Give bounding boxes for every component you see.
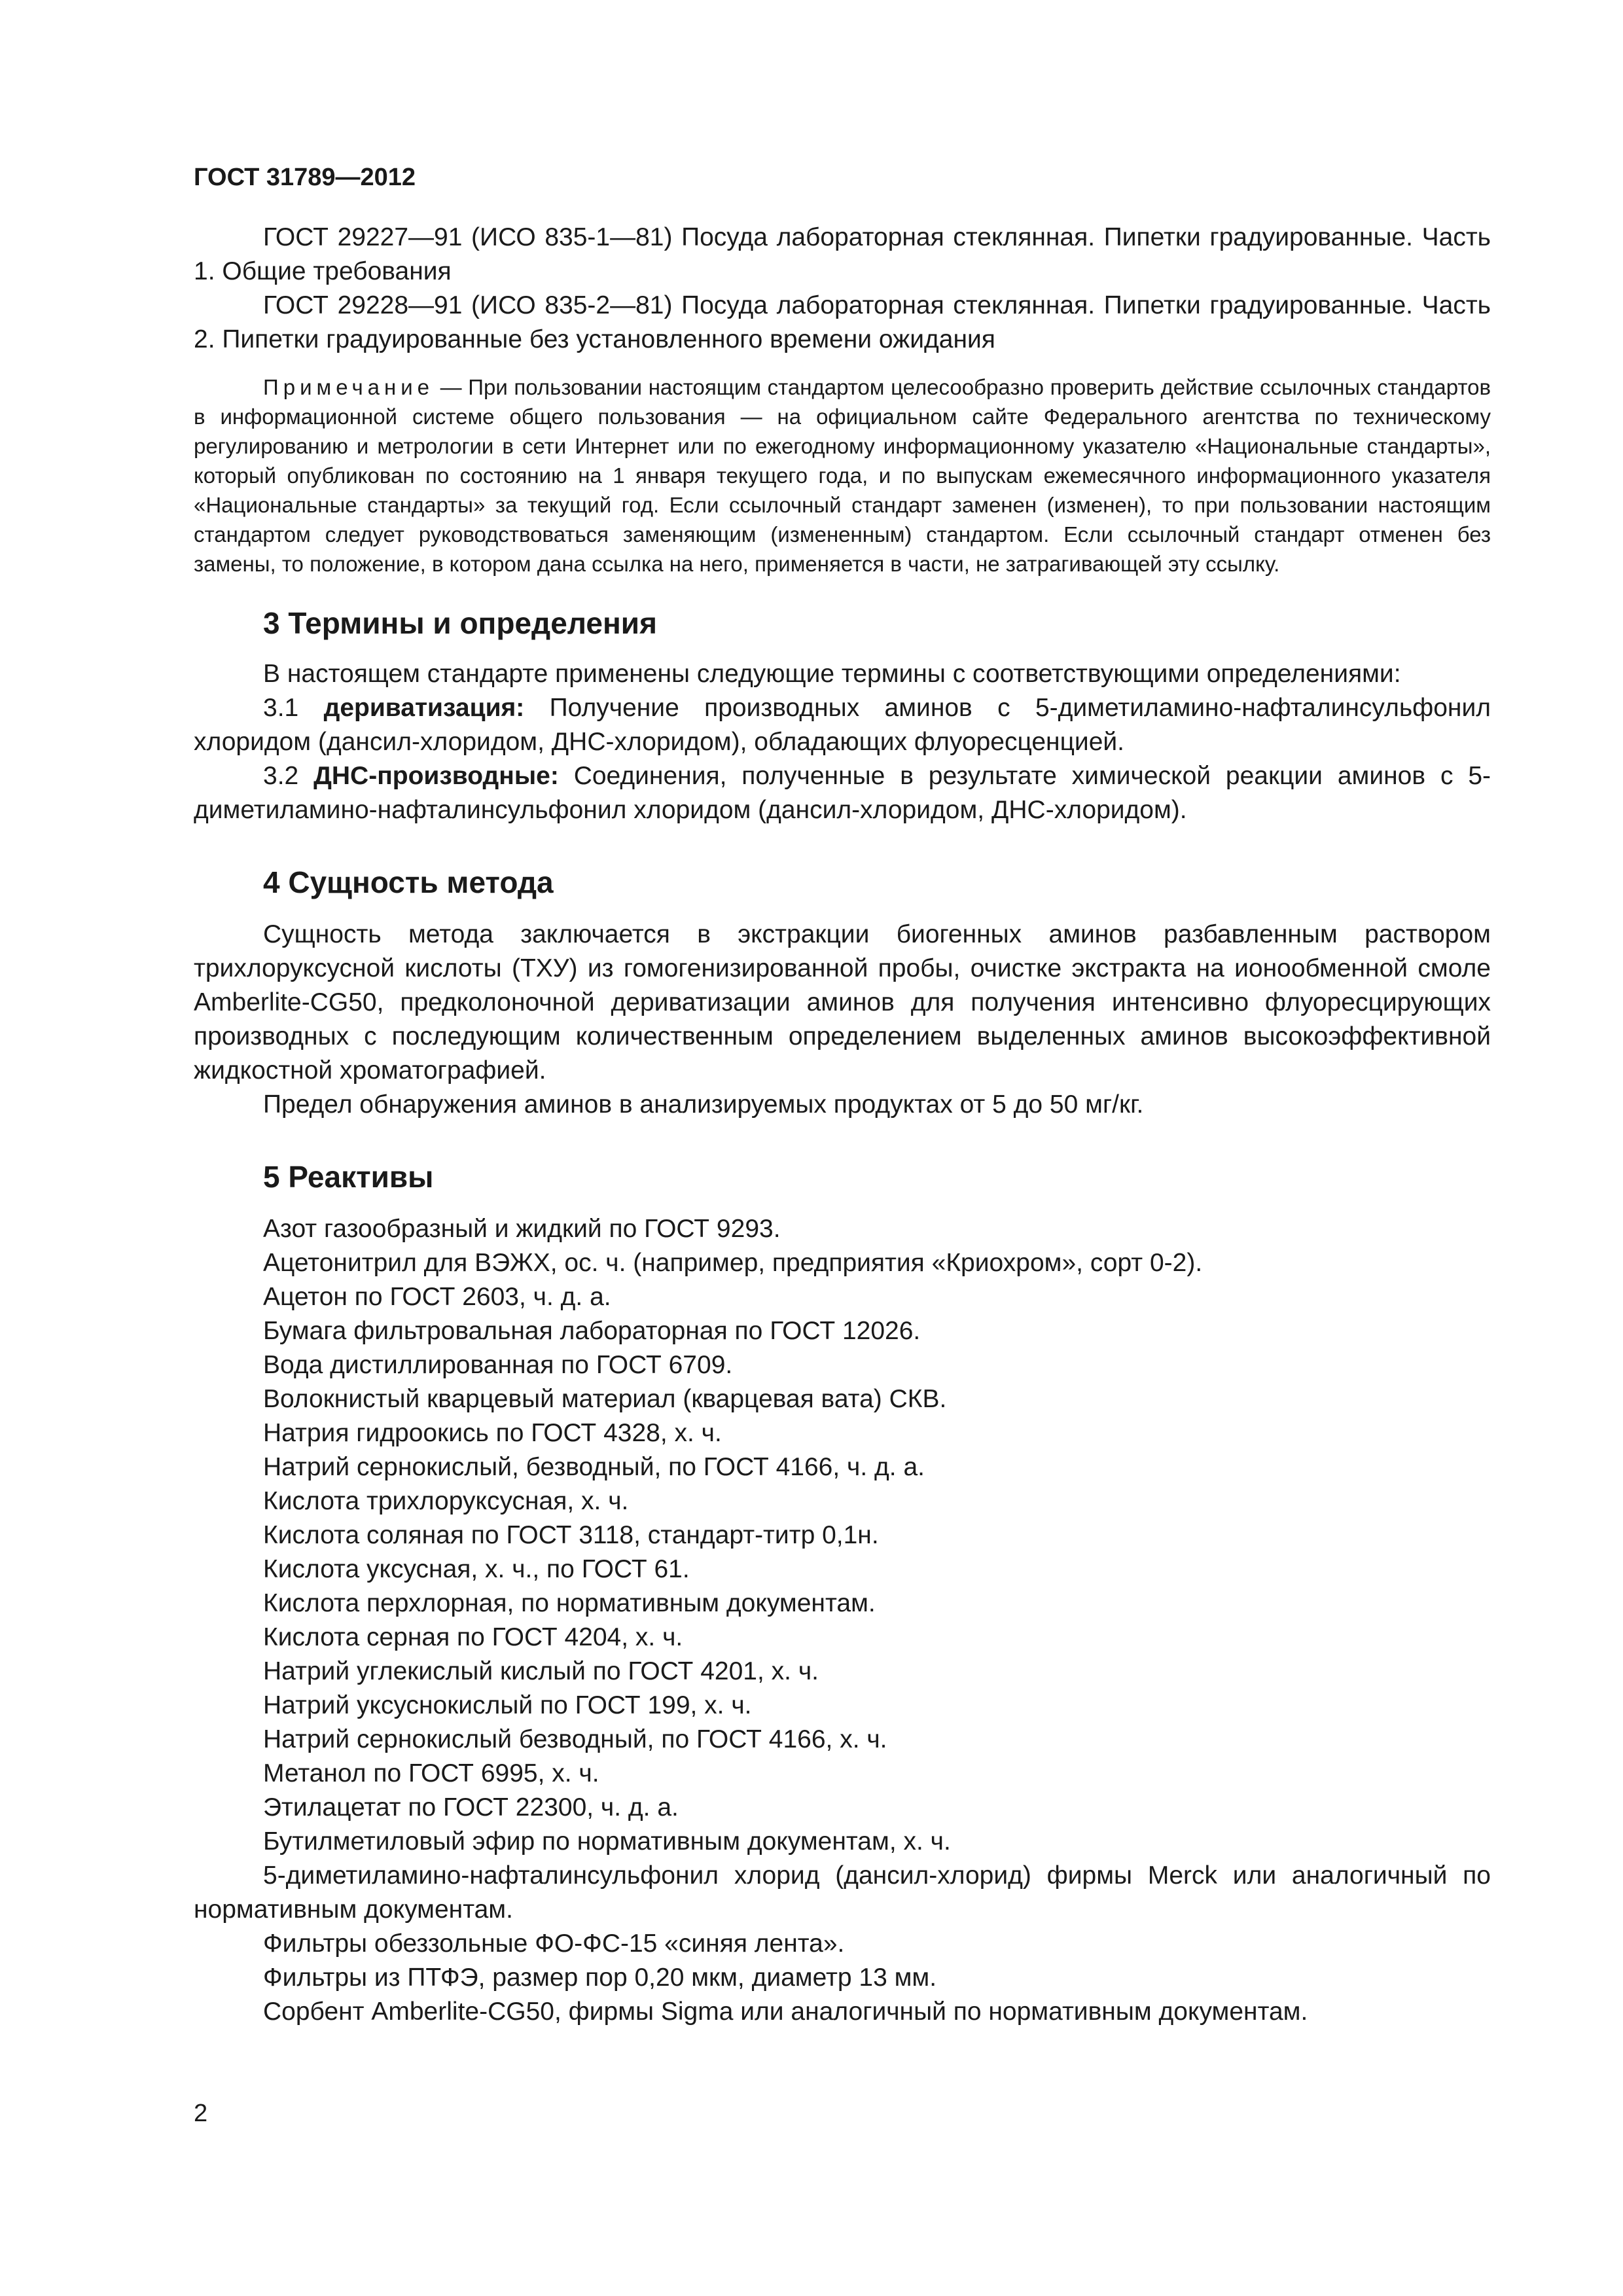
reagent-item: Бутилметиловый эфир по нормативным документам, х. ч. <box>263 1827 951 1856</box>
reagent-item: Этилацетат по ГОСТ 22300, ч. д. а. <box>263 1793 679 1821</box>
term-name: дериватизация: <box>323 694 525 722</box>
reagent-item: Кислота перхлорная, по нормативным документам. <box>263 1589 876 1617</box>
reagent-item: Кислота соляная по ГОСТ 3118, стандарт-титр 0,1н. <box>263 1521 879 1549</box>
document-page <box>194 164 1491 2029</box>
reagent-item: Кислота серная по ГОСТ 4204, х. ч. <box>263 1623 683 1651</box>
reagent-item: 5-диметиламино-нафталинсульфонил хлорид (дансил-хлорид) фирмы Merck или аналогичный по нормативным документам. <box>194 1861 1491 1924</box>
section-4-title: 4 Сущность метода <box>263 865 554 899</box>
section-4-paragraph: Предел обнаружения аминов в анализируемых продуктах от 5 до 50 мг/кг. <box>263 1090 1144 1119</box>
reagent-item: Бумага фильтровальная лабораторная по ГОСТ 12026. <box>263 1317 921 1345</box>
reagent-item: Ацетон по ГОСТ 2603, ч. д. а. <box>263 1283 611 1311</box>
note-paragraph <box>194 372 1491 579</box>
term-number: 3.1 <box>263 694 324 722</box>
reagent-item: Сорбент Amberlite-CG50, фирмы Sigma или аналогичный по нормативным документам. <box>263 1998 1308 2026</box>
reagent-item: Волокнистый кварцевый материал (кварцевая вата) СКВ. <box>263 1385 947 1413</box>
reagent-item: Фильтры обеззольные ФО-ФС-15 «синяя лента». <box>263 1929 845 1958</box>
term-number: 3.2 <box>263 762 314 790</box>
reagent-item: Метанол по ГОСТ 6995, х. ч. <box>263 1759 599 1787</box>
reagent-item: Натрий углекислый кислый по ГОСТ 4201, х. ч. <box>263 1657 819 1685</box>
reagent-item: Ацетонитрил для ВЭЖХ, ос. ч. (например, предприятия «Криохром», сорт 0-2). <box>263 1249 1203 1277</box>
page-number: 2 <box>194 2100 208 2127</box>
reference-item: ГОСТ 29228—91 (ИСО 835-2—81) Посуда лабораторная стеклянная. Пипетки градуированные. Часть 2. Пипетки градуированные без установленного времени ожидания <box>194 291 1491 353</box>
document-header: ГОСТ 31789—2012 <box>194 164 416 191</box>
term-definition <box>194 691 1491 759</box>
term-text: Соединения, полученные в результате химической реакции аминов с 5-диметиламино-нафталинсульфонил хлоридом (дансил-хлоридом, ДНС-хлоридом). <box>194 762 1491 824</box>
reagents-list <box>194 1212 1491 2029</box>
reagent-item: Натрий сернокислый безводный, по ГОСТ 4166, х. ч. <box>263 1725 887 1753</box>
section-3-title: 3 Термины и определения <box>263 606 657 640</box>
section-3-intro: В настоящем стандарте применены следующие термины с соответствующими определениями: <box>263 660 1401 688</box>
reference-item: ГОСТ 29227—91 (ИСО 835-1—81) Посуда лабораторная стеклянная. Пипетки градуированные. Часть 1. Общие требования <box>194 223 1491 285</box>
term-definition <box>194 759 1491 827</box>
term-text: Получение производных аминов с 5-диметиламино-нафталинсульфонил хлоридом (дансил-хлоридом, ДНС-хлоридом), обладающих флуоресценцией. <box>194 694 1491 756</box>
note-label: Примечание <box>263 375 435 399</box>
reagent-item: Кислота уксусная, х. ч., по ГОСТ 61. <box>263 1555 690 1583</box>
reagent-item: Натрия гидроокись по ГОСТ 4328, х. ч. <box>263 1419 722 1447</box>
note-text: — При пользовании настоящим стандартом целесообразно проверить действие ссылочных стандартов в информационной системе общего пользования — на официальном сайте Федерального агентства по техническому регулированию и метрологии в сети Интернет или по ежегодному информационному указателю «Национальные стандарты», который опубликован по состоянию на 1 января текущего года, и по выпускам ежемесячного информационного указателя «Национальные стандарты» за текущий год. Если ссылочный стандарт заменен (изменен), то при пользовании настоящим стандартом следует руководствоваться заменяющим (измененным) стандартом. Если ссылочный стандарт отменен без замены, то положение, в котором дана ссылка на него, применяется в части, не затрагивающей эту ссылку. <box>194 375 1491 576</box>
reagent-item: Кислота трихлоруксусная, х. ч. <box>263 1487 629 1515</box>
section-5-title: 5 Реактивы <box>263 1160 434 1194</box>
term-name: ДНС-производные: <box>313 762 559 790</box>
reagent-item: Натрий уксуснокислый по ГОСТ 199, х. ч. <box>263 1691 752 1719</box>
section-4-paragraph: Сущность метода заключается в экстракции биогенных аминов разбавленным раствором трихлоруксусной кислоты (ТХУ) из гомогенизированной пробы, очистке экстракта на ионообменной смоле Amberlite-CG50, предколоночной дериватизации аминов для получения интенсивно флуоресцирующих производных с последующим количественным определением выделенных аминов высокоэффективной жидкостной хроматографией. <box>194 920 1491 1085</box>
reagent-item: Вода дистиллированная по ГОСТ 6709. <box>263 1351 733 1379</box>
reagent-item: Фильтры из ПТФЭ, размер пор 0,20 мкм, диаметр 13 мм. <box>263 1964 937 1992</box>
reagent-item: Натрий сернокислый, безводный, по ГОСТ 4166, ч. д. а. <box>263 1453 925 1481</box>
reagent-item: Азот газообразный и жидкий по ГОСТ 9293. <box>263 1215 781 1243</box>
